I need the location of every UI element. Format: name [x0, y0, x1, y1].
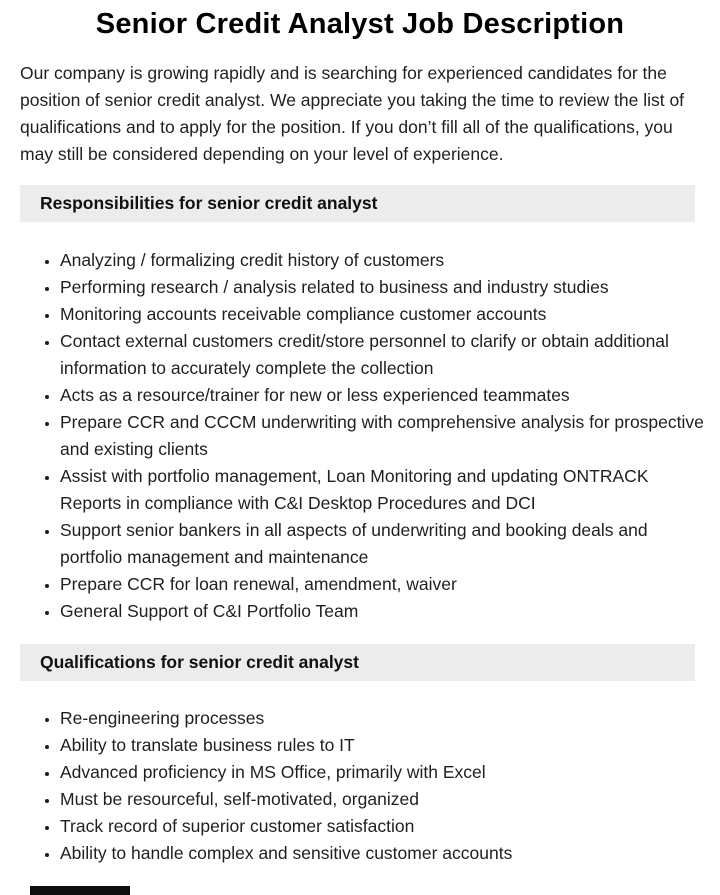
list-item: • Ability to translate business rules to IT — [60, 732, 710, 759]
list-item: • Prepare CCR and CCCM underwriting with comprehensive analysis for prospective and existing clients — [60, 409, 710, 463]
list-item: • Acts as a resource/trainer for new or less experienced teammates — [60, 382, 710, 409]
responsibilities-list — [42, 247, 720, 625]
list-item: • Advanced proficiency in MS Office, primarily with Excel — [60, 759, 710, 786]
cutoff-bottom-bar — [30, 886, 130, 895]
list-item: • Must be resourceful, self-motivated, organized — [60, 786, 710, 813]
list-item: • Monitoring accounts receivable compliance customer accounts — [60, 301, 710, 328]
qualifications-list — [42, 705, 720, 867]
list-item: • Performing research / analysis related to business and industry studies — [60, 274, 710, 301]
list-item: • Ability to handle complex and sensitive customer accounts — [60, 840, 710, 867]
list-item: • General Support of C&I Portfolio Team — [60, 598, 710, 625]
list-item: • Contact external customers credit/store personnel to clarify or obtain additional information to accurately complete the collection — [60, 328, 710, 382]
intro-paragraph: Our company is growing rapidly and is searching for experienced candidates for the position of senior credit analyst. We appreciate you taking the time to review the list of qualifications and to apply for the position. If you don’t fill all of the qualifications, you may still be considered depending on your level of experience. — [20, 63, 685, 164]
list-item: • Analyzing / formalizing credit history of customers — [60, 247, 710, 274]
list-item: • Assist with portfolio management, Loan Monitoring and updating ONTRACK Reports in compliance with C&I Desktop Procedures and DCI — [60, 463, 710, 517]
list-item: • Track record of superior customer satisfaction — [60, 813, 710, 840]
list-item: • Prepare CCR for loan renewal, amendment, waiver — [60, 571, 710, 598]
section-heading: Qualifications for senior credit analyst — [40, 652, 359, 672]
list-item: • Support senior bankers in all aspects of underwriting and booking deals and portfolio management and maintenance — [60, 517, 710, 571]
section-header-responsibilities — [20, 185, 695, 222]
page-title: Senior Credit Analyst Job Description — [95, 8, 625, 40]
section-heading: Responsibilities for senior credit analyst — [40, 193, 378, 213]
list-item: • Re-engineering processes — [60, 705, 710, 732]
section-header-qualifications — [20, 644, 695, 681]
